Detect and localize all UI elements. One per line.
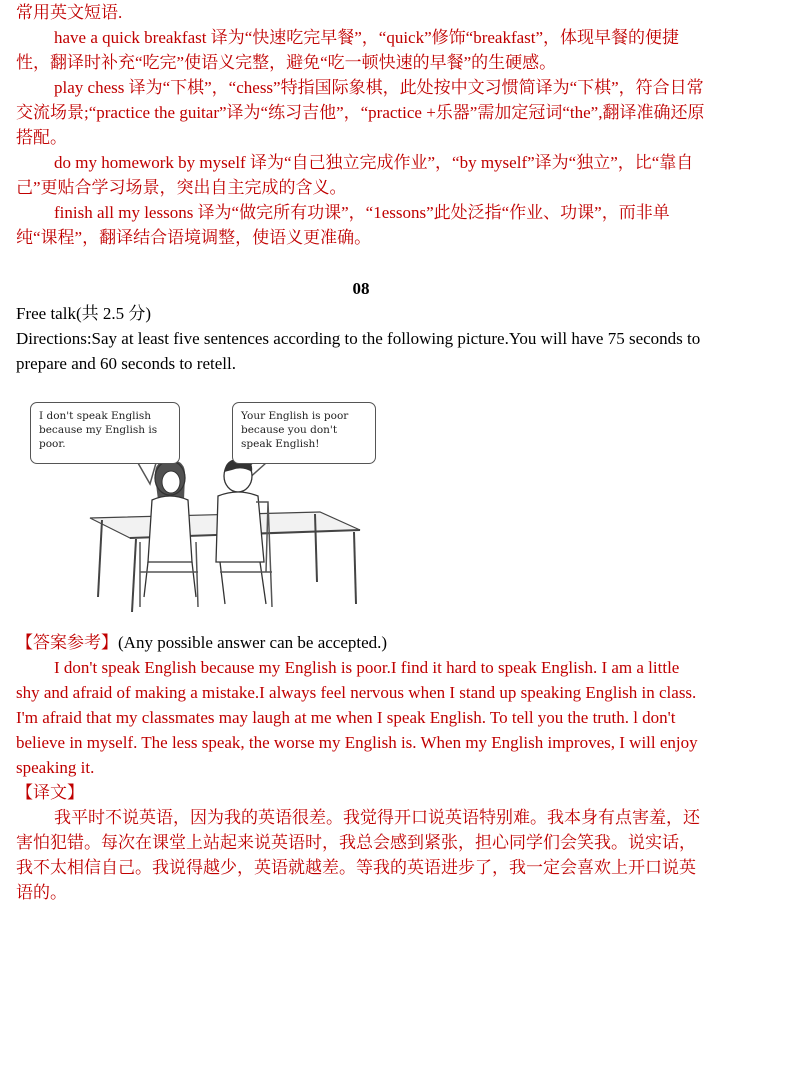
notes-intro: 常用英文短语. (16, 3, 123, 22)
translation-text: 我平时不说英语，因为我的英语很差。我觉得开口说英语特别难。我本身有点害羞，还害怕犯错。每次在课堂上站起来说英语时，我总会感到紧张，担心同学们会笑我。说实话，我不太相信自己。我说得越少，英语就越差。等我的英语进步了，我一定会喜欢上开口说英语的。 (16, 808, 700, 902)
note-text: 译为“自己独立完成作业”，“by myself”译为“独立”，比“靠自己”更贴合学习场景，突出自主完成的含义。 (16, 153, 694, 197)
note-phrase: have a quick breakfast (54, 28, 207, 47)
speech-bubble-boy: Your English is poor because you don't speak English! (232, 402, 376, 464)
answer-note: (Any possible answer can be accepted.) (118, 633, 388, 652)
speech-bubble-girl: I don't speak English because my English is poor. (30, 402, 180, 464)
document-page (16, 0, 706, 905)
answer-heading (16, 630, 706, 655)
note-item (16, 150, 706, 200)
note-item (16, 25, 706, 75)
section-title: Free talk(共 2.5 分) (16, 304, 152, 323)
note-item (16, 200, 706, 250)
section-number: 08 (352, 279, 370, 298)
note-item (16, 75, 706, 150)
note-text: 译为“做完所有功课”，“1essons”此处泛指“作业、功课”，而非单纯“课程”，翻译结合语境调整，使语义更准确。 (16, 203, 670, 247)
translation-notes (16, 0, 706, 250)
note-phrase: finish all my lessons (54, 203, 194, 222)
answer-text: I don't speak English because my English is poor.I find it hard to speak English. I am a little shy and afraid of making a mistake.I always feel nervous when I stand up speaking English in class. I'm afraid that my classmates may laugh at me when I speak English. To tell you the truth. l don't believe in myself. The less speak, the worse my English is. When my English improves, I will enjoy speaking it. (16, 658, 698, 777)
note-phrase: do my homework by myself (54, 153, 246, 172)
note-text: 译为“快速吃完早餐”，“quick”修饰“breakfast”，体现早餐的便捷性，翻译时补充“吃完”使语义完整，避免“吃一顿快速的早餐”的生硬感。 (16, 28, 680, 72)
translation-label: 【译文】 (16, 783, 84, 802)
conversation-illustration (20, 392, 380, 614)
note-text: 译为“下棋”，“chess”特指国际象棋，此处按中文习惯简译为“下棋”，符合日常交流场景;“practice the guitar”译为“练习吉他”，“practice +乐器”需加定冠词“the”,翻译准确还原搭配。 (16, 78, 705, 147)
answer-label: 【答案参考】 (16, 633, 118, 652)
section-directions: Directions:Say at least five sentences according to the following picture.You will have 75 seconds to prepare and 60 seconds to retell. (16, 329, 701, 373)
note-phrase: play chess (54, 78, 125, 97)
